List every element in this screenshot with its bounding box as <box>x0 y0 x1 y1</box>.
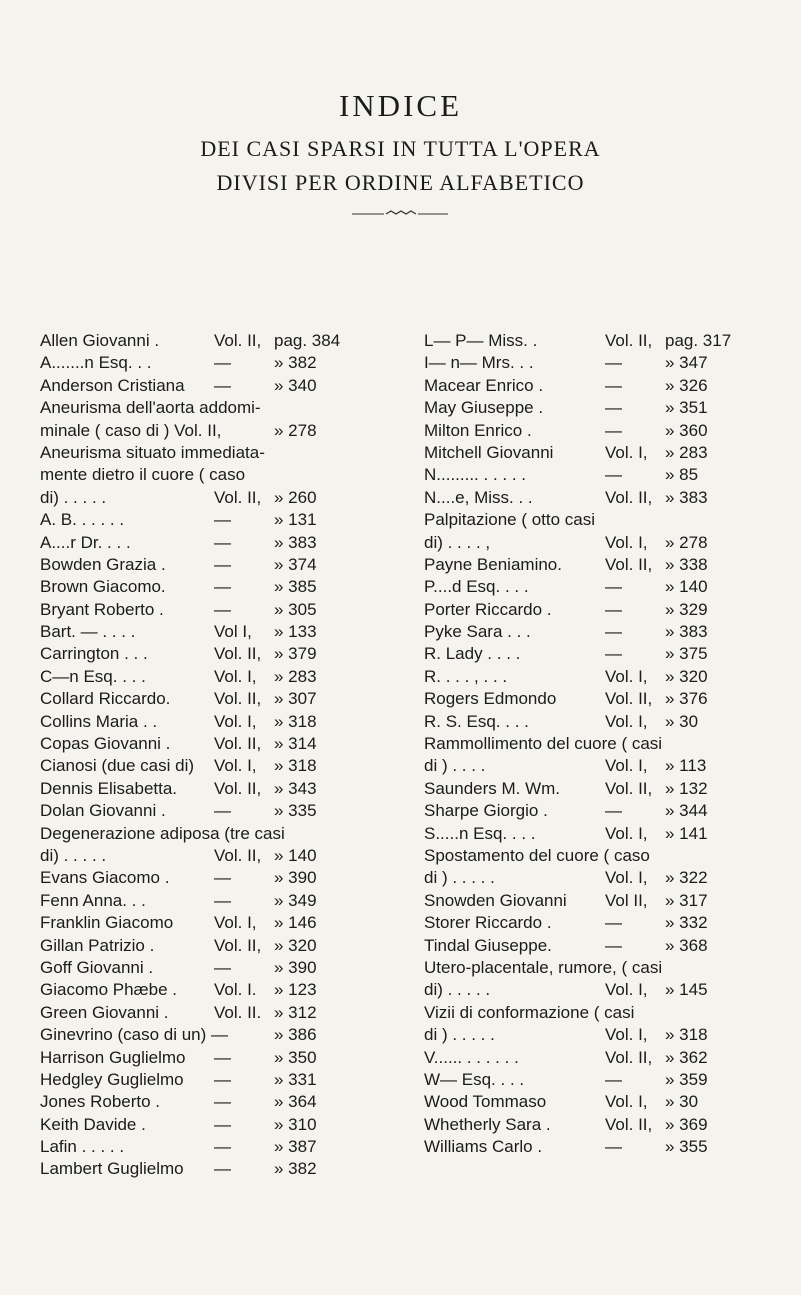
entry-page: » 307 <box>274 689 317 709</box>
entry-page: » 278 <box>274 420 317 440</box>
entry-volume: — <box>605 644 622 664</box>
entry-name: di ) . . . . . <box>424 1025 495 1045</box>
entry-name: N....e, Miss. . . <box>424 487 533 507</box>
entry-name: di ) . . . . <box>424 756 486 776</box>
entry-page: » 376 <box>665 689 708 709</box>
entry-name: Saunders M. Wm. <box>424 778 561 798</box>
entry-name: Mitchell Giovanni <box>424 442 554 462</box>
entry-name: Aneurisma situato immediata- <box>40 442 265 462</box>
index-entry <box>424 755 794 777</box>
entry-volume: Vol. I, <box>605 868 648 888</box>
entry-name: Anderson Cristiana <box>40 375 185 395</box>
entry-page: » 383 <box>274 532 317 552</box>
entry-name: R. Lady . . . . <box>424 644 521 664</box>
entry-volume: — <box>214 868 231 888</box>
index-entry <box>40 576 400 598</box>
entry-volume: Vol. I, <box>605 1025 648 1045</box>
index-entry <box>40 1024 400 1046</box>
entry-name: Vizii di conformazione ( casi <box>424 1002 635 1022</box>
index-entry <box>424 1002 794 1024</box>
index-entry <box>40 1114 400 1136</box>
entry-name: Bryant Roberto . <box>40 599 164 619</box>
index-entry <box>424 1114 794 1136</box>
entry-page: » 351 <box>665 398 708 418</box>
entry-page: » 350 <box>274 1047 317 1067</box>
entry-volume: Vol. II, <box>605 331 653 350</box>
entry-name: di) . . . . . <box>40 845 107 865</box>
entry-name: Payne Beniamino. <box>424 554 562 574</box>
entry-volume: — <box>214 1069 231 1089</box>
index-entry <box>40 1069 400 1091</box>
entry-name: Pyke Sara . . . <box>424 622 531 642</box>
index-entry <box>40 890 400 912</box>
entry-page: » 379 <box>274 644 317 664</box>
entry-page: » 314 <box>274 734 317 754</box>
entry-name: L— P— Miss. . <box>424 331 538 350</box>
entry-name: Carrington . . . <box>40 644 148 664</box>
entry-volume: — <box>214 375 231 395</box>
index-entry <box>424 912 794 934</box>
index-entry <box>424 800 794 822</box>
entry-name: May Giuseppe . <box>424 398 544 418</box>
index-entry <box>424 397 794 419</box>
entry-page: » 312 <box>274 1002 317 1022</box>
entry-name: Goff Giovanni . <box>40 957 154 977</box>
entry-volume: Vol. II, <box>214 689 262 709</box>
entry-page: » 368 <box>665 935 708 955</box>
index-entry <box>424 621 794 643</box>
entry-volume: Vol. I, <box>605 532 648 552</box>
index-entry <box>40 823 400 845</box>
entry-volume: Vol I, <box>214 622 252 642</box>
entry-volume: — <box>605 353 622 373</box>
index-entry <box>424 352 794 374</box>
index-entry <box>424 1047 794 1069</box>
index-entry <box>424 1136 794 1158</box>
entry-page: » 146 <box>274 913 317 933</box>
entry-volume: — <box>214 1159 231 1179</box>
entry-page: » 132 <box>665 778 708 798</box>
entry-page: » 133 <box>274 622 317 642</box>
index-entry <box>40 845 400 867</box>
entry-name: Williams Carlo . <box>424 1137 543 1157</box>
index-entry <box>40 330 400 352</box>
entry-name: S.....n Esq. . . . <box>424 823 536 843</box>
entry-page: » 305 <box>274 599 317 619</box>
entry-page: » 385 <box>274 577 317 597</box>
index-column-right <box>424 330 794 1158</box>
index-entry <box>40 912 400 934</box>
entry-volume: — <box>605 599 622 619</box>
index-entry <box>40 420 400 442</box>
ornament-divider <box>350 208 450 220</box>
index-entry <box>40 554 400 576</box>
index-entry <box>424 554 794 576</box>
entry-name: Gillan Patrizio . <box>40 935 155 955</box>
index-entry <box>40 733 400 755</box>
entry-page: » 359 <box>665 1069 708 1089</box>
page-title: INDICE <box>338 88 463 123</box>
page-subtitle-2: DIVISI PER ORDINE ALFABETICO <box>216 170 585 195</box>
entry-page: » 362 <box>665 1047 708 1067</box>
entry-name: Wood Tommaso <box>424 1092 547 1112</box>
entry-page: » 318 <box>274 756 317 776</box>
entry-name: Porter Riccardo . <box>424 599 552 619</box>
entry-name: Fenn Anna. . . <box>40 890 146 910</box>
entry-page: » 349 <box>274 890 317 910</box>
entry-name: Aneurisma dell'aorta addomi- <box>40 398 261 418</box>
entry-volume: — <box>214 957 231 977</box>
entry-page: » 283 <box>274 666 317 686</box>
index-entry <box>424 1024 794 1046</box>
entry-volume: — <box>605 913 622 933</box>
entry-volume: — <box>214 1092 231 1112</box>
entry-page: » 113 <box>665 756 707 776</box>
index-entry <box>40 532 400 554</box>
entry-page: » 374 <box>274 554 317 574</box>
entry-volume: Vol. II. <box>214 1002 262 1022</box>
entry-page: » 338 <box>665 554 708 574</box>
index-entry <box>40 957 400 979</box>
entry-page: » 390 <box>274 868 317 888</box>
entry-name: Cianosi (due casi di) <box>40 756 195 776</box>
entry-volume: Vol II, <box>605 890 648 910</box>
entry-name: Keith Davide . <box>40 1114 146 1134</box>
index-entry <box>424 733 794 755</box>
entry-name: di) . . . . , <box>424 532 491 552</box>
entry-volume: Vol. II, <box>605 689 653 709</box>
entry-page: » 344 <box>665 801 708 821</box>
entry-name: Milton Enrico . <box>424 420 532 440</box>
entry-name: R. S. Esq. . . . <box>424 711 529 731</box>
entry-page: » 318 <box>274 711 317 731</box>
entry-page: » 347 <box>665 353 708 373</box>
entry-volume: Vol. I. <box>214 980 257 1000</box>
entry-name: di) . . . . . <box>424 980 491 1000</box>
index-entry <box>424 823 794 845</box>
index-entry <box>40 442 400 464</box>
entry-name: W— Esq. . . . <box>424 1069 525 1089</box>
index-entry <box>424 935 794 957</box>
entry-volume: — <box>605 1069 622 1089</box>
entry-name: Utero-placentale, rumore, ( casi <box>424 957 663 977</box>
entry-page: » 387 <box>274 1137 317 1157</box>
entry-name: Allen Giovanni . <box>40 331 160 350</box>
entry-name: C—n Esq. . . . <box>40 666 146 686</box>
entry-volume: Vol. I, <box>214 756 257 776</box>
index-entry <box>40 621 400 643</box>
index-entry <box>424 867 794 889</box>
index-entry <box>40 867 400 889</box>
entry-name: Giacomo Phæbe . <box>40 980 178 1000</box>
index-entry <box>424 845 794 867</box>
index-entry <box>424 442 794 464</box>
index-entry <box>424 532 794 554</box>
entry-page: » 375 <box>665 644 708 664</box>
entry-name: Macear Enrico . <box>424 375 544 395</box>
entry-page: » 343 <box>274 778 317 798</box>
entry-volume: Vol. II, <box>605 1047 653 1067</box>
index-entry <box>40 778 400 800</box>
entry-page: » 140 <box>665 577 708 597</box>
index-entry <box>40 1047 400 1069</box>
index-entry <box>40 487 400 509</box>
entry-name: Spostamento del cuore ( caso <box>424 845 650 865</box>
index-entry <box>424 576 794 598</box>
entry-name: Collard Riccardo. <box>40 689 171 709</box>
entry-volume: Vol. I, <box>605 442 648 462</box>
entry-page: » 260 <box>274 487 317 507</box>
entry-volume: Vol. I, <box>605 666 648 686</box>
entry-page: » 320 <box>665 666 708 686</box>
index-entry <box>424 666 794 688</box>
entry-page: » 278 <box>665 532 708 552</box>
index-entry <box>424 375 794 397</box>
index-entry <box>40 800 400 822</box>
entry-volume: — <box>605 375 622 395</box>
index-entry <box>40 599 400 621</box>
entry-page: » 30 <box>665 711 699 731</box>
entry-name: Franklin Giacomo <box>40 913 174 933</box>
entry-name: Dolan Giovanni . <box>40 801 166 821</box>
entry-name: Storer Riccardo . <box>424 913 552 933</box>
entry-volume: — <box>605 622 622 642</box>
entry-volume: Vol. II, <box>605 778 653 798</box>
entry-volume: — <box>214 554 231 574</box>
entry-name: I— n— Mrs. . . <box>424 353 534 373</box>
index-entry <box>40 1136 400 1158</box>
entry-page: » 329 <box>665 599 708 619</box>
index-column-left <box>40 330 400 1181</box>
entry-page: » 382 <box>274 1159 317 1179</box>
entry-volume: Vol. I, <box>605 711 648 731</box>
entry-page: » 390 <box>274 957 317 977</box>
entry-volume: — <box>605 935 622 955</box>
entry-name: Degenerazione adiposa (tre casi <box>40 823 285 843</box>
entry-page: » 369 <box>665 1114 708 1134</box>
index-entry <box>424 643 794 665</box>
entry-page: » 85 <box>665 465 699 485</box>
index-entry <box>40 464 400 486</box>
index-entry <box>424 420 794 442</box>
entry-volume: Vol. II, <box>214 331 262 350</box>
entry-page: pag. 317 <box>665 331 732 350</box>
entry-page: » 310 <box>274 1114 317 1134</box>
entry-page: » 131 <box>274 510 317 530</box>
entry-page: » 340 <box>274 375 317 395</box>
index-entry <box>40 666 400 688</box>
index-entry <box>424 464 794 486</box>
entry-volume: Vol. II, <box>214 487 262 507</box>
index-entry <box>40 1091 400 1113</box>
entry-page: » 335 <box>274 801 317 821</box>
index-entry <box>40 1002 400 1024</box>
entry-volume: Vol. II, <box>214 935 262 955</box>
entry-volume: Vol. I, <box>214 711 257 731</box>
entry-name: A.......n Esq. . . <box>40 353 152 373</box>
entry-volume: — <box>214 353 231 373</box>
entry-volume: — <box>214 577 231 597</box>
entry-name: N......... . . . . . <box>424 465 527 485</box>
index-entry <box>40 397 400 419</box>
entry-page: » 331 <box>274 1069 317 1089</box>
entry-name: Lambert Guglielmo <box>40 1159 184 1179</box>
entry-volume: Vol. I, <box>605 756 648 776</box>
entry-volume: — <box>214 510 231 530</box>
entry-volume: Vol. II, <box>214 778 262 798</box>
entry-name: P....d Esq. . . . <box>424 577 529 597</box>
page-subtitle-1: DEI CASI SPARSI IN TUTTA L'OPERA <box>200 136 601 161</box>
entry-name: R. . . . , . . . <box>424 666 508 686</box>
entry-volume: — <box>605 398 622 418</box>
entry-page: » 355 <box>665 1137 708 1157</box>
entry-volume: Vol. I, <box>214 913 257 933</box>
entry-name: di) . . . . . <box>40 487 107 507</box>
entry-volume: Vol. II, <box>214 734 262 754</box>
entry-name: Ginevrino (caso di un) — <box>40 1025 229 1045</box>
entry-name: Rammollimento del cuore ( casi <box>424 734 663 754</box>
entry-page: » 383 <box>665 487 708 507</box>
entry-volume: Vol. II, <box>605 554 653 574</box>
entry-name: Rogers Edmondo <box>424 689 557 709</box>
entry-page: » 386 <box>274 1025 317 1045</box>
entry-name: Bowden Grazia . <box>40 554 166 574</box>
index-entry <box>40 755 400 777</box>
entry-name: Hedgley Guglielmo <box>40 1069 184 1089</box>
entry-volume: Vol. I, <box>605 980 648 1000</box>
index-entry <box>424 979 794 1001</box>
entry-page: » 320 <box>274 935 317 955</box>
index-entry <box>424 957 794 979</box>
entry-name: A. B. . . . . . <box>40 510 125 530</box>
entry-page: » 123 <box>274 980 317 1000</box>
entry-name: Bart. — . . . . <box>40 622 136 642</box>
entry-name: V...... . . . . . . <box>424 1047 519 1067</box>
entry-volume: Vol. I, <box>605 1092 648 1112</box>
index-entry <box>40 979 400 1001</box>
entry-name: Sharpe Giorgio . <box>424 801 548 821</box>
index-entry <box>40 352 400 374</box>
index-entry <box>40 509 400 531</box>
index-entry <box>40 711 400 733</box>
entry-page: » 326 <box>665 375 708 395</box>
entry-volume: Vol. II, <box>605 487 653 507</box>
index-entry <box>40 1158 400 1180</box>
entry-volume: Vol. I, <box>214 666 257 686</box>
index-entry <box>40 375 400 397</box>
entry-name: Dennis Elisabetta. <box>40 778 178 798</box>
index-entry <box>424 688 794 710</box>
entry-page: » 317 <box>665 890 708 910</box>
entry-volume: Vol. I, <box>605 823 648 843</box>
index-entry <box>40 935 400 957</box>
entry-name: minale ( caso di ) Vol. II, <box>40 420 222 440</box>
entry-name: Whetherly Sara . <box>424 1114 551 1134</box>
entry-name: Brown Giacomo. <box>40 577 166 597</box>
entry-volume: — <box>214 599 231 619</box>
entry-page: » 364 <box>274 1092 317 1112</box>
entry-volume: — <box>214 1114 231 1134</box>
entry-page: » 30 <box>665 1092 699 1112</box>
entry-name: Tindal Giuseppe. <box>424 935 552 955</box>
entry-name: Evans Giacomo . <box>40 868 170 888</box>
index-entry <box>424 1091 794 1113</box>
entry-page: pag. 384 <box>274 331 341 350</box>
entry-name: Jones Roberto . <box>40 1092 161 1112</box>
entry-volume: Vol. II, <box>214 644 262 664</box>
entry-volume: — <box>214 890 231 910</box>
entry-page: » 383 <box>665 622 708 642</box>
entry-page: » 332 <box>665 913 708 933</box>
entry-volume: Vol. II, <box>214 845 262 865</box>
index-entry <box>40 643 400 665</box>
index-entry <box>424 890 794 912</box>
entry-volume: — <box>214 1047 231 1067</box>
entry-name: di ) . . . . . <box>424 868 495 888</box>
entry-name: Green Giovanni . <box>40 1002 169 1022</box>
entry-name: mente dietro il cuore ( caso <box>40 465 246 485</box>
index-entry <box>424 599 794 621</box>
index-entry <box>424 330 794 352</box>
entry-name: Snowden Giovanni <box>424 890 567 910</box>
entry-volume: — <box>605 420 622 440</box>
entry-volume: — <box>605 801 622 821</box>
entry-page: » 318 <box>665 1025 708 1045</box>
entry-page: » 145 <box>665 980 708 1000</box>
index-entry <box>424 487 794 509</box>
entry-volume: — <box>214 1137 231 1157</box>
entry-volume: — <box>605 577 622 597</box>
index-entry <box>424 509 794 531</box>
entry-volume: — <box>605 465 622 485</box>
entry-page: » 283 <box>665 442 708 462</box>
entry-name: Collins Maria . . <box>40 711 158 731</box>
index-entry <box>424 1069 794 1091</box>
entry-page: » 322 <box>665 868 708 888</box>
index-entry <box>424 778 794 800</box>
entry-page: » 140 <box>274 845 317 865</box>
entry-name: Harrison Guglielmo <box>40 1047 186 1067</box>
index-entry <box>424 711 794 733</box>
entry-name: A....r Dr. . . . <box>40 532 131 552</box>
entry-volume: — <box>214 532 231 552</box>
entry-page: » 360 <box>665 420 708 440</box>
entry-volume: Vol. II, <box>605 1114 653 1134</box>
entry-name: Lafin . . . . . <box>40 1137 125 1157</box>
entry-page: » 141 <box>665 823 708 843</box>
entry-page: » 382 <box>274 353 317 373</box>
entry-name: Copas Giovanni . <box>40 734 171 754</box>
entry-volume: — <box>605 1137 622 1157</box>
entry-name: Palpitazione ( otto casi <box>424 510 596 530</box>
entry-volume: — <box>214 801 231 821</box>
index-entry <box>40 688 400 710</box>
